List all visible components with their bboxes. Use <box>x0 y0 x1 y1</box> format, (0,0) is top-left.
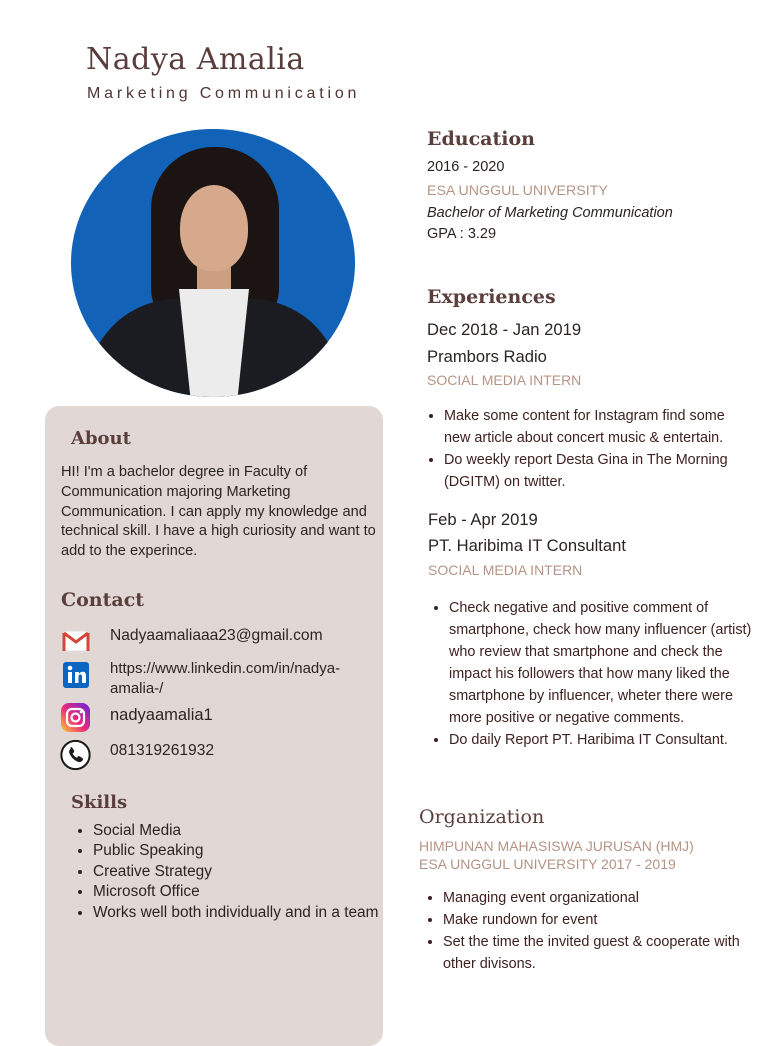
job-period: Feb - Apr 2019 <box>428 510 538 529</box>
list-item: • Check negative and positive comment of smartphone, check how many influencer (artist) who review that smartphone and check the impact his followers that how many liked the smartphone by influencer, wheter there were more positive or negative comments. <box>449 597 754 729</box>
about-heading: About <box>71 428 131 449</box>
list-item: • Creative Strategy <box>93 862 393 882</box>
organization-bullets <box>426 887 753 975</box>
photo-shirt <box>179 289 249 397</box>
list-item: • Managing event organizational <box>443 887 753 909</box>
list-item: • Set the time the invited guest & cooperate with other divisons. <box>443 931 753 975</box>
job-title: Marketing Communication <box>87 85 361 102</box>
contact-heading: Contact <box>61 589 145 611</box>
education-gpa: GPA : 3.29 <box>427 226 497 242</box>
job-company: Prambors Radio <box>427 347 547 366</box>
contact-instagram[interactable] <box>60 702 213 733</box>
email-text: Nadyaamaliaaa23@gmail.com <box>110 627 323 644</box>
organization-name: HIMPUNAN MAHASISWA JURUSAN (HMJ) <box>419 838 694 854</box>
phone-icon <box>60 739 91 770</box>
person-name: Nadya Amalia <box>86 42 305 77</box>
skills-heading: Skills <box>71 792 128 813</box>
education-school: ESA UNGGUL UNIVERSITY <box>427 183 608 199</box>
job-bullets <box>427 405 754 493</box>
job-period: Dec 2018 - Jan 2019 <box>427 320 582 339</box>
skills-list <box>71 821 393 923</box>
education-heading: Education <box>427 128 535 150</box>
linkedin-icon <box>60 659 91 690</box>
job-position: SOCIAL MEDIA INTERN <box>427 372 582 388</box>
photo-face <box>180 185 248 271</box>
list-item: • Microsoft Office <box>93 882 393 902</box>
contact-email[interactable] <box>60 625 323 656</box>
list-item: • Social Media <box>93 821 393 841</box>
linkedin-text: https://www.linkedin.com/in/nadya-amalia-/ <box>110 660 341 697</box>
organization-university: ESA UNGGUL UNIVERSITY 2017 - 2019 <box>419 856 676 872</box>
instagram-text: nadyaamalia1 <box>110 706 213 724</box>
list-item: • Do daily Report PT. Haribima IT Consultant. <box>449 729 754 751</box>
about-text: HI! I'm a bachelor degree in Faculty of Communication majoring Marketing Communication. I can apply my knowledge and technical skill. I have a high curiosity and want to add to the experince. <box>61 464 376 560</box>
contact-linkedin[interactable] <box>60 659 368 699</box>
contact-phone[interactable] <box>60 739 214 770</box>
list-item: • Do weekly report Desta Gina in The Morning (DGITM) on twitter. <box>444 449 754 493</box>
instagram-icon <box>60 702 91 733</box>
organization-heading: Organization <box>419 806 545 828</box>
gmail-icon <box>60 625 91 656</box>
education-years: 2016 - 2020 <box>427 159 505 175</box>
job-position: SOCIAL MEDIA INTERN <box>428 562 583 578</box>
profile-photo <box>71 129 355 397</box>
list-item: • Works well both individually and in a team <box>93 903 393 923</box>
experiences-heading: Experiences <box>427 286 556 308</box>
list-item: • Make rundown for event <box>443 909 753 931</box>
job-company: PT. Haribima IT Consultant <box>428 536 626 555</box>
phone-text: 081319261932 <box>110 742 215 759</box>
education-degree: Bachelor of Marketing Communication <box>427 205 673 221</box>
list-item: • Make some content for Instagram find some new article about concert music & entertain. <box>444 405 754 449</box>
list-item: • Public Speaking <box>93 841 393 861</box>
job-bullets <box>432 597 754 751</box>
